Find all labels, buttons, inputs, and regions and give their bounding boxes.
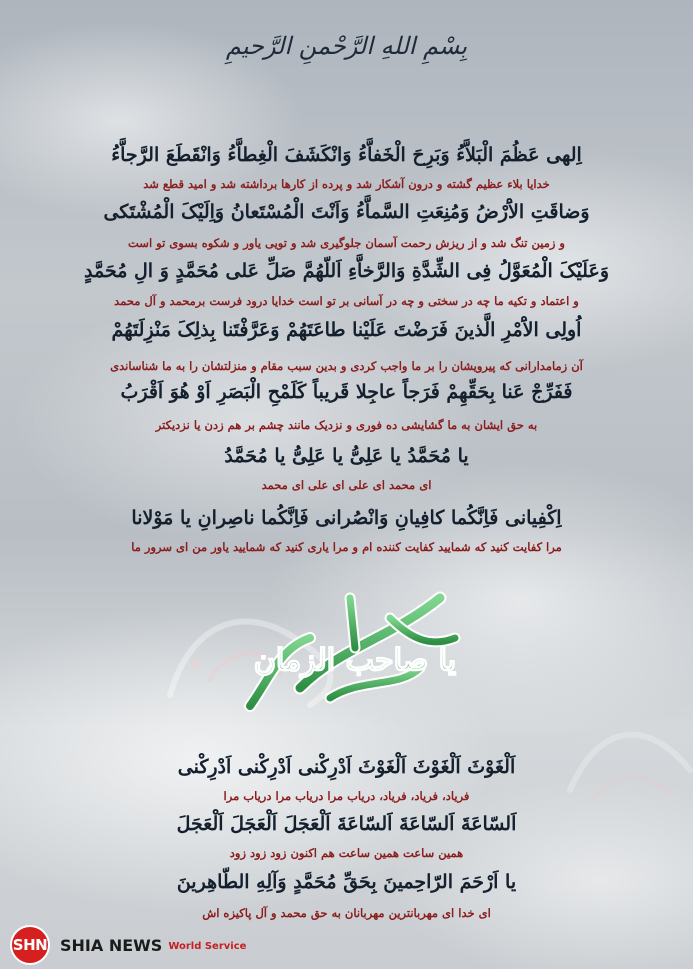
shn-logo-mark: SHN — [10, 925, 50, 965]
verse-persian: آن زمامدارانی که پیرویشان را بر ما واجب کردی و بدین سبب مقام و منزلتشان را به ما شناساندی — [110, 359, 583, 373]
verse-arabic: یا اَرْحَمَ الرّاحِمینَ بِحَقِّ مُحَمَّدٍ وَآلِهِ الطّاهِرینَ — [176, 871, 517, 893]
verse-persian: همین ساعت همین ساعت هم اکنون زود زود زود — [229, 846, 464, 860]
verse-persian: ای محمد ای علی ای علی ای محمد — [261, 478, 432, 492]
ya-sahib-al-zaman-calligraphy — [240, 578, 470, 718]
basmala-heading: بِسْمِ اللهِ الرَّحْمنِ الرَّحیمِ — [225, 32, 468, 60]
verse-arabic: اَلسّاعَةَ اَلسّاعَةَ اَلسّاعَةَ اَلْعَجَلَ اَلْعَجَلَ اَلْعَجَلَ — [176, 813, 517, 835]
verse-persian: ای خدا ای مهربانترین مهربانان به حق محمد و آل پاکیزه اش — [202, 906, 491, 920]
verse-persian: و زمین تنگ شد و از ریزش رحمت آسمان جلوگیری شد و تویی یاور و شکوه بسوی تو است — [128, 236, 565, 250]
verse-persian: مرا کفایت کنید که شمایید کفایت کننده ام و مرا یاری کنید که شمایید یاور من ای سرور ما — [131, 540, 562, 554]
logo-subtitle: World Service — [168, 941, 247, 952]
shia-news-logo — [10, 925, 246, 965]
verse-arabic: اُولِی الاَْمْرِ الَّذینَ فَرَضْتَ عَلَیْنا طاعَتَهُمْ وَعَرَّفْتَنا بِذلِکَ مَنْزِلَتَهُمْ — [111, 319, 582, 341]
verse-persian: خدایا بلاء عظیم گشته و درون آشکار شد و پرده از کارها برداشته شد و امید قطع شد — [143, 177, 550, 191]
verse-persian: فریاد، فریاد، فریاد، دریاب مرا دریاب مرا دریاب مرا — [223, 789, 470, 803]
verse-arabic: وَضاقَتِ الاَْرْضُ وَمُنِعَتِ السَّماَّءُ وَاَنْتَ الْمُسْتَعانُ وَاِلَیْکَ الْمُشْتَکی — [103, 201, 590, 223]
verse-arabic: اَلْغَوْثَ اَلْغَوْثَ اَلْغَوْثَ اَدْرِکْنی اَدْرِکْنی اَدْرِکْنی — [177, 756, 516, 778]
verse-arabic: اِکْفِیانی فَاِنَّکُما کافِیانِ وَانْصُرانی فَاِنَّکُما ناصِرانِ یا مَوْلانا — [131, 507, 562, 529]
verse-persian: به حق ایشان به ما گشایشی ده فوری و نزدیک مانند چشم بر هم زدن یا نزدیکتر — [155, 418, 538, 432]
verse-arabic: اِلهی عَظُمَ الْبَلاَّءُ وَبَرِحَ الْخَفاَّءُ وَانْکَشَفَ الْغِطاَّءُ وَانْقَطَعَ الرَّجاَّءُ — [111, 144, 582, 166]
logo-name: SHIA NEWS — [60, 935, 163, 955]
verse-persian: و اعتماد و تکیه ما چه در سختی و چه در آسانی بر تو است خدایا درود فرست برمحمد و آل محمد — [114, 294, 579, 308]
verse-arabic: یا مُحَمَّدُ یا عَلِیُّ یا عَلِیُّ یا مُحَمَّدُ — [224, 445, 469, 467]
verse-arabic: فَفَرِّجْ عَنا بِحَقِّهِمْ فَرَجاً عاجِلا قَریباً کَلَمْحِ الْبَصَرِ اَوْ هُوَ اَقْرَبُ — [120, 381, 573, 403]
calligraphy-text: یا صاحب الزمان — [253, 643, 457, 678]
verse-arabic: وَعَلَیْکَ الْمُعَوَّلُ فِی الشِّدَّةِ وَالرَّخاَّءِ اَللّهُمَّ صَلِّ عَلی مُحَمَّدٍ وَ الِ مُحَمَّدٍ — [83, 260, 609, 282]
